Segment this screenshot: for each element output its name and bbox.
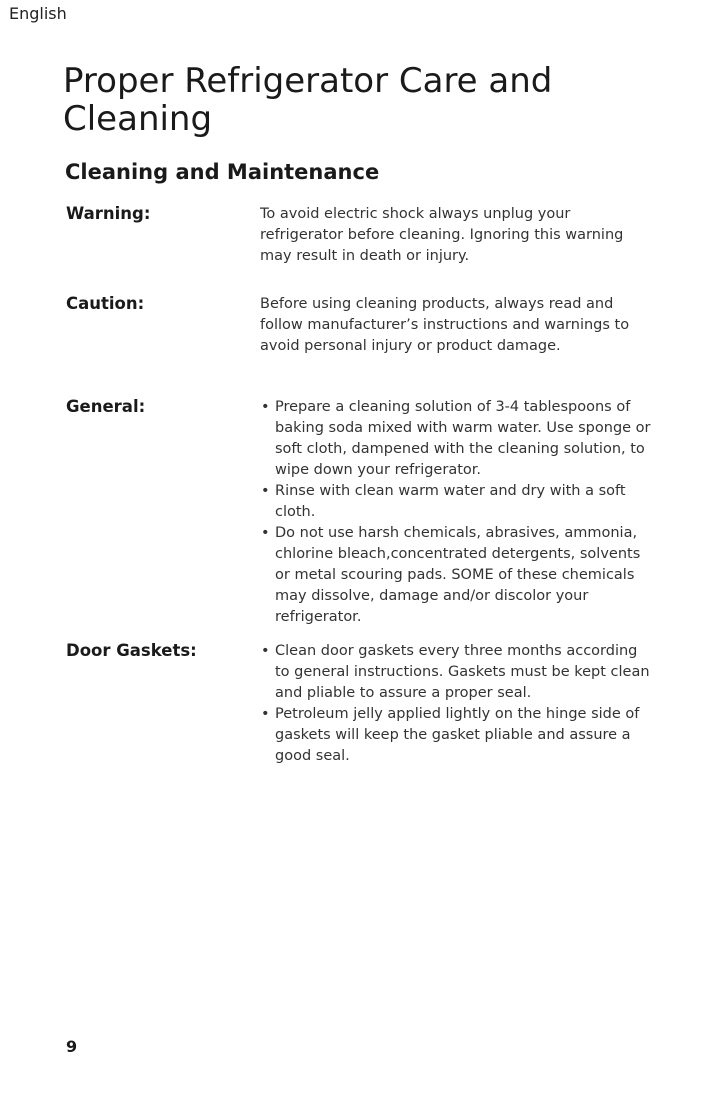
general-list-block bbox=[260, 397, 652, 628]
warning-text-block bbox=[260, 204, 652, 267]
caution-text: Before using cleaning products, always read and follow manufacturer’s instructions and warnings to avoid personal injury or product damage. bbox=[260, 296, 630, 354]
general-list-item: • Rinse with clean warm water and dry with a soft cloth. bbox=[260, 481, 652, 523]
caution-label: Caution: bbox=[66, 294, 145, 313]
general-list-item: • Prepare a cleaning solution of 3-4 tablespoons of baking soda mixed with warm water. Use sponge or soft cloth, dampened with the cleaning solution, to wipe down your refrigerator. bbox=[260, 397, 652, 481]
section-heading: Cleaning and Maintenance bbox=[65, 160, 380, 184]
page-number: 9 bbox=[66, 1037, 78, 1056]
page-title: Proper Refrigerator Care and Cleaning bbox=[63, 61, 553, 139]
warning-label: Warning: bbox=[66, 204, 151, 223]
general-list bbox=[260, 397, 652, 628]
general-label: General: bbox=[66, 397, 146, 416]
door-gaskets-label: Door Gaskets: bbox=[66, 641, 197, 660]
caution-text-block bbox=[260, 294, 652, 357]
door-gaskets-list-item: • Petroleum jelly applied lightly on the hinge side of gaskets will keep the gasket pliable and assure a good seal. bbox=[260, 704, 652, 767]
door-gaskets-list-item: • Clean door gaskets every three months according to general instructions. Gaskets must be kept clean and pliable to assure a proper seal. bbox=[260, 641, 652, 704]
door-gaskets-list-block bbox=[260, 641, 652, 767]
warning-text: To avoid electric shock always unplug your refrigerator before cleaning. Ignoring this warning may result in death or injury. bbox=[260, 206, 624, 264]
door-gaskets-list bbox=[260, 641, 652, 767]
general-list-item: • Do not use harsh chemicals, abrasives, ammonia, chlorine bleach,concentrated detergents, solvents or metal scouring pads. SOME of these chemicals may dissolve, damage and/or discolor your refrigerator. bbox=[260, 523, 652, 628]
language-label: English bbox=[9, 4, 67, 23]
